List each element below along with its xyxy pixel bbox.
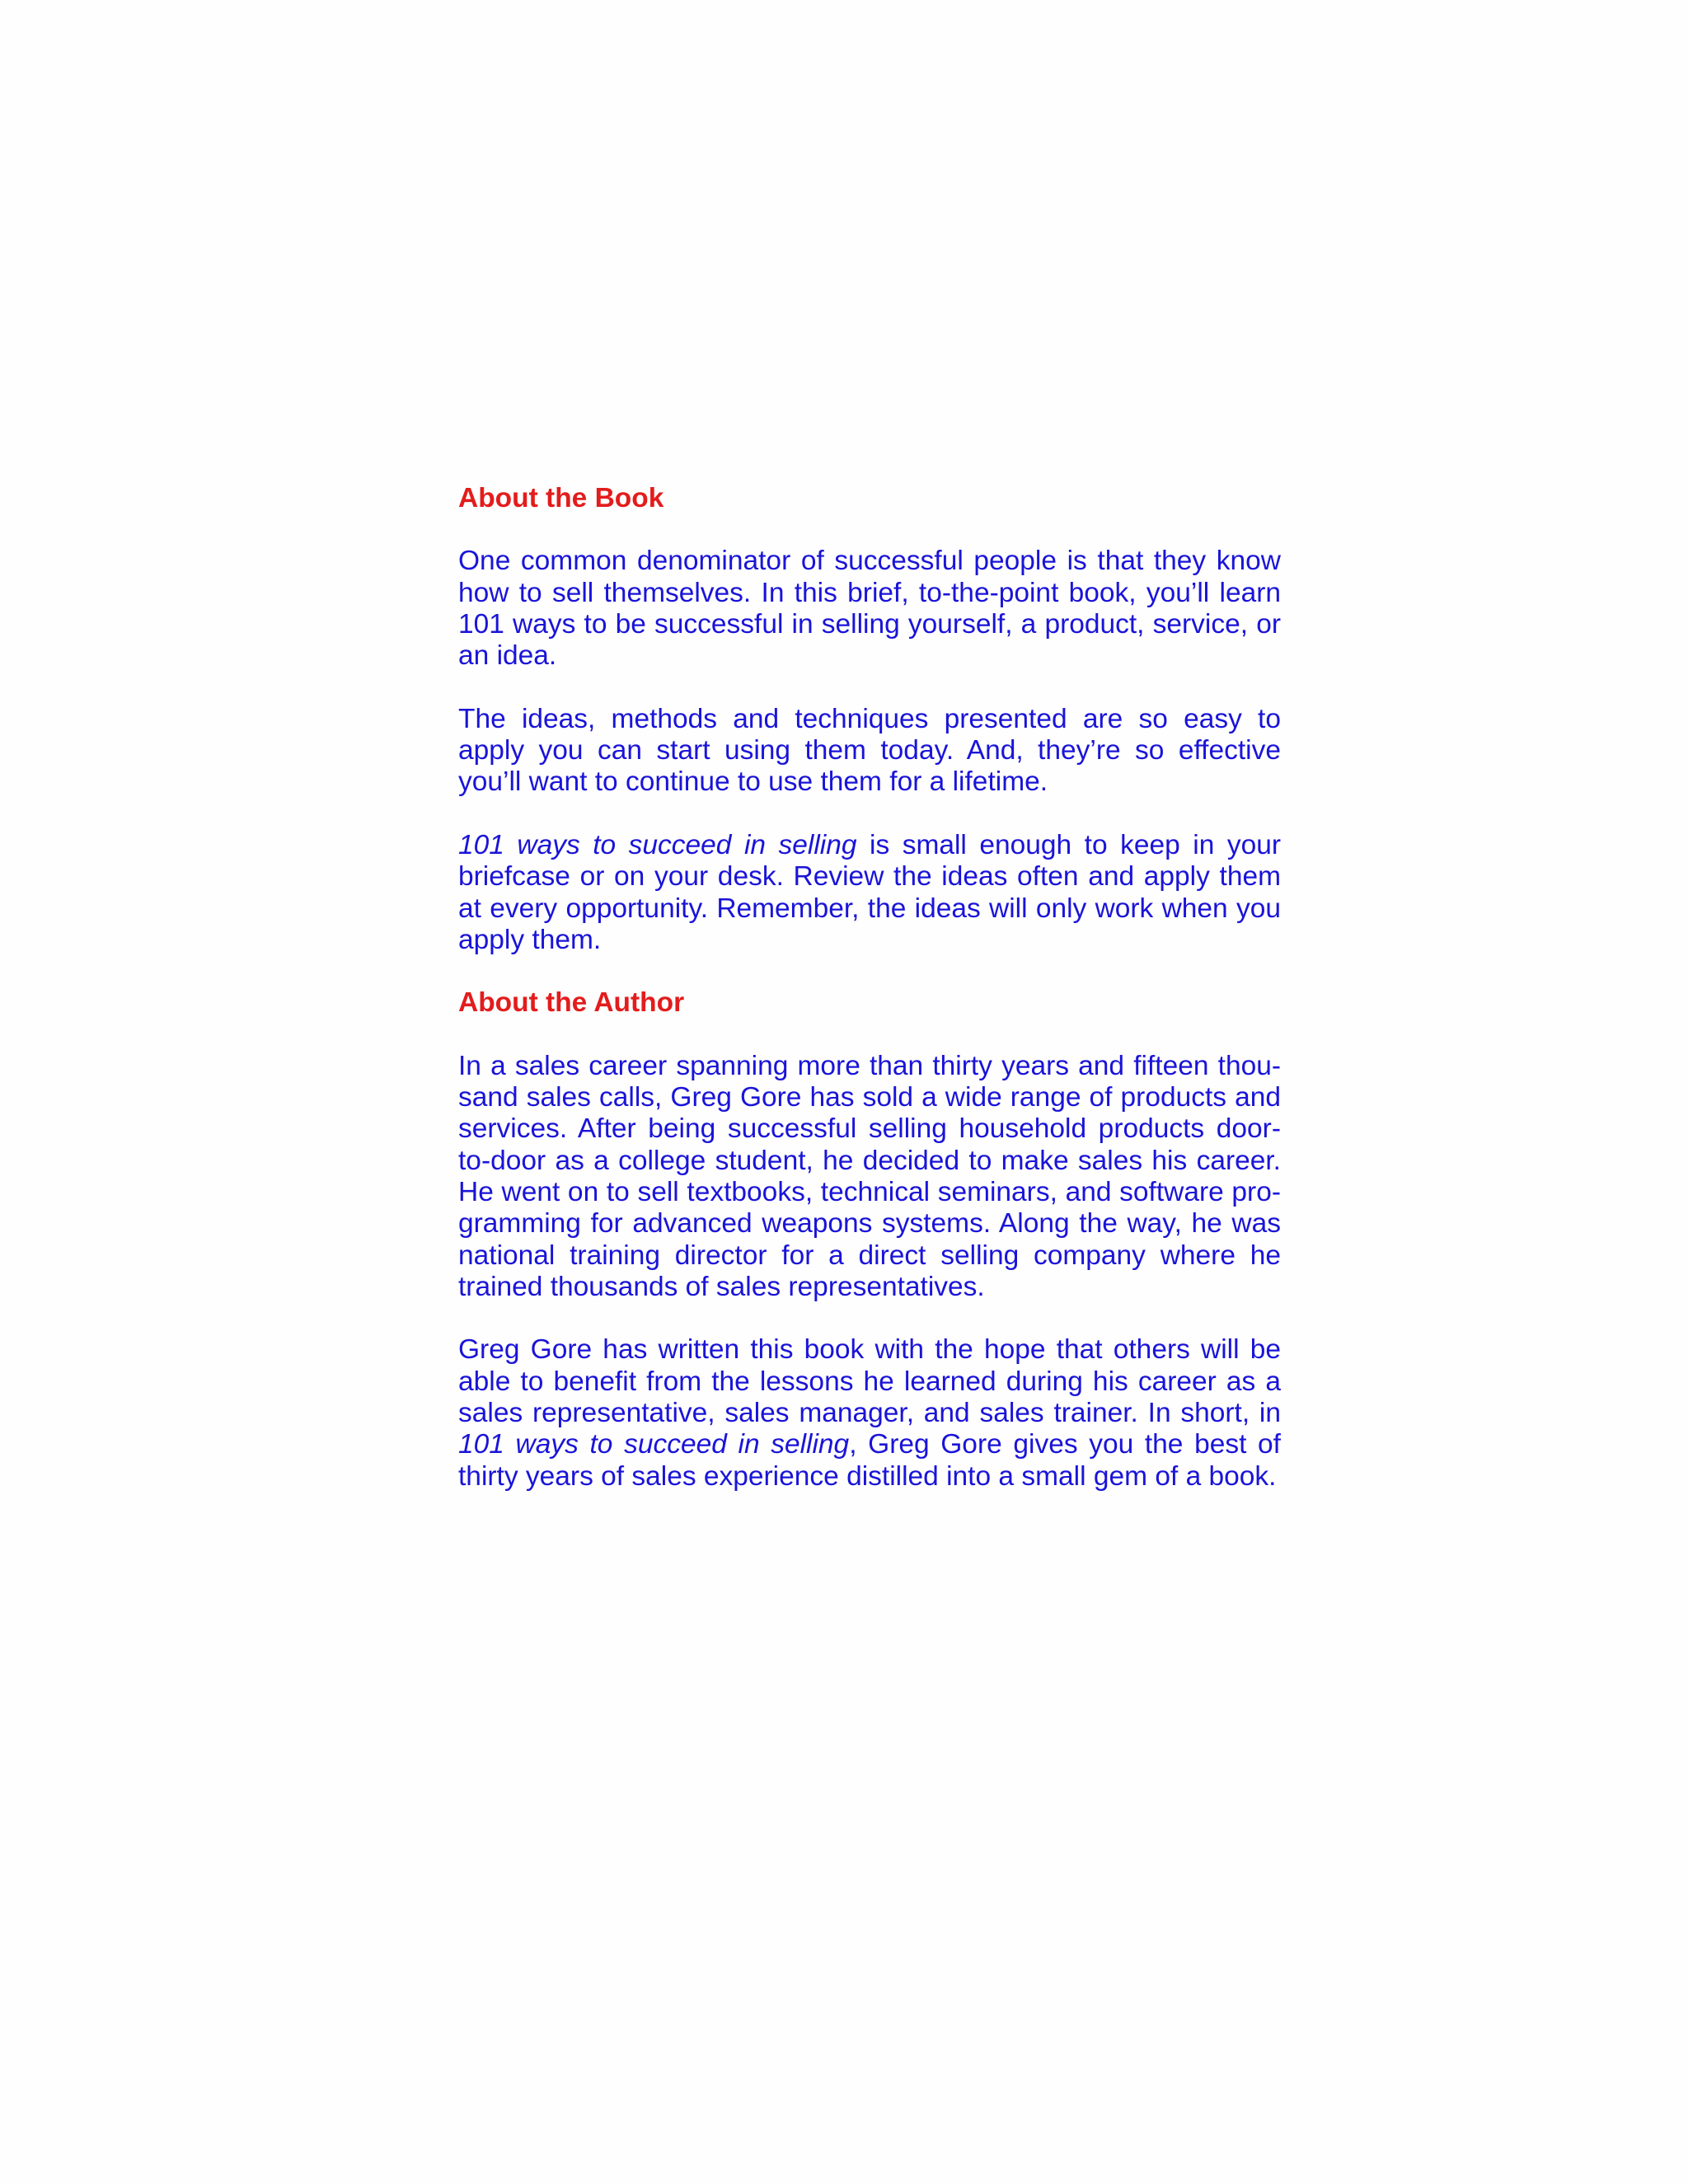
about-author-heading: About the Author [458,987,685,1019]
about-book-paragraph-2: The ideas, methods and techniques presented are so easy to apply you can start using them today. And, they’re so effective you’ll want to continue to use them for a lifetime. [458,703,1281,798]
about-book-paragraph-3-text: is small enough to keep in your briefcase or on your desk. Review the ideas often and apply them at every opportunity. Remember, the ideas will only work when you apply them. [458,829,1281,955]
page-content [458,483,1281,1524]
about-author-paragraph-2-start: Greg Gore has written this book with the hope that others will be able to benefit from the lessons he learned during his career as a sales representative, sales manager, and sales trainer. In short, in [458,1334,1281,1429]
about-author-paragraph-2 [458,1334,1281,1492]
about-author-paragraph-1: In a sales career spanning more than thirty years and fifteen thousand sales calls, Greg Gore has sold a wide range of products and services. After being successful selling household products door-to-door as a college student, he decided to make sales his career. He went on to sell textbooks, technical seminars, and software programming for advanced weapons systems. Along the way, he was national training director for a direct selling company where he trained thousands of sales representatives. [458,1050,1281,1302]
about-book-paragraph-3 [458,830,1281,956]
about-book-paragraph-1: One common denominator of successful people is that they know how to sell themselves. In this brief, to-the-point book, you’ll learn 101 ways to be successful in selling yourself, a product, service, or an idea. [458,546,1281,672]
book-title-italic: 101 ways to succeed in selling [458,1429,850,1460]
about-author-paragraph-2-end: , Greg Gore gives you the best of thirty years of sales experience distilled into a small gem of a book. [458,1429,1281,1492]
book-title-italic: 101 ways to succeed in selling [458,829,857,860]
about-book-heading: About the Book [458,483,664,513]
